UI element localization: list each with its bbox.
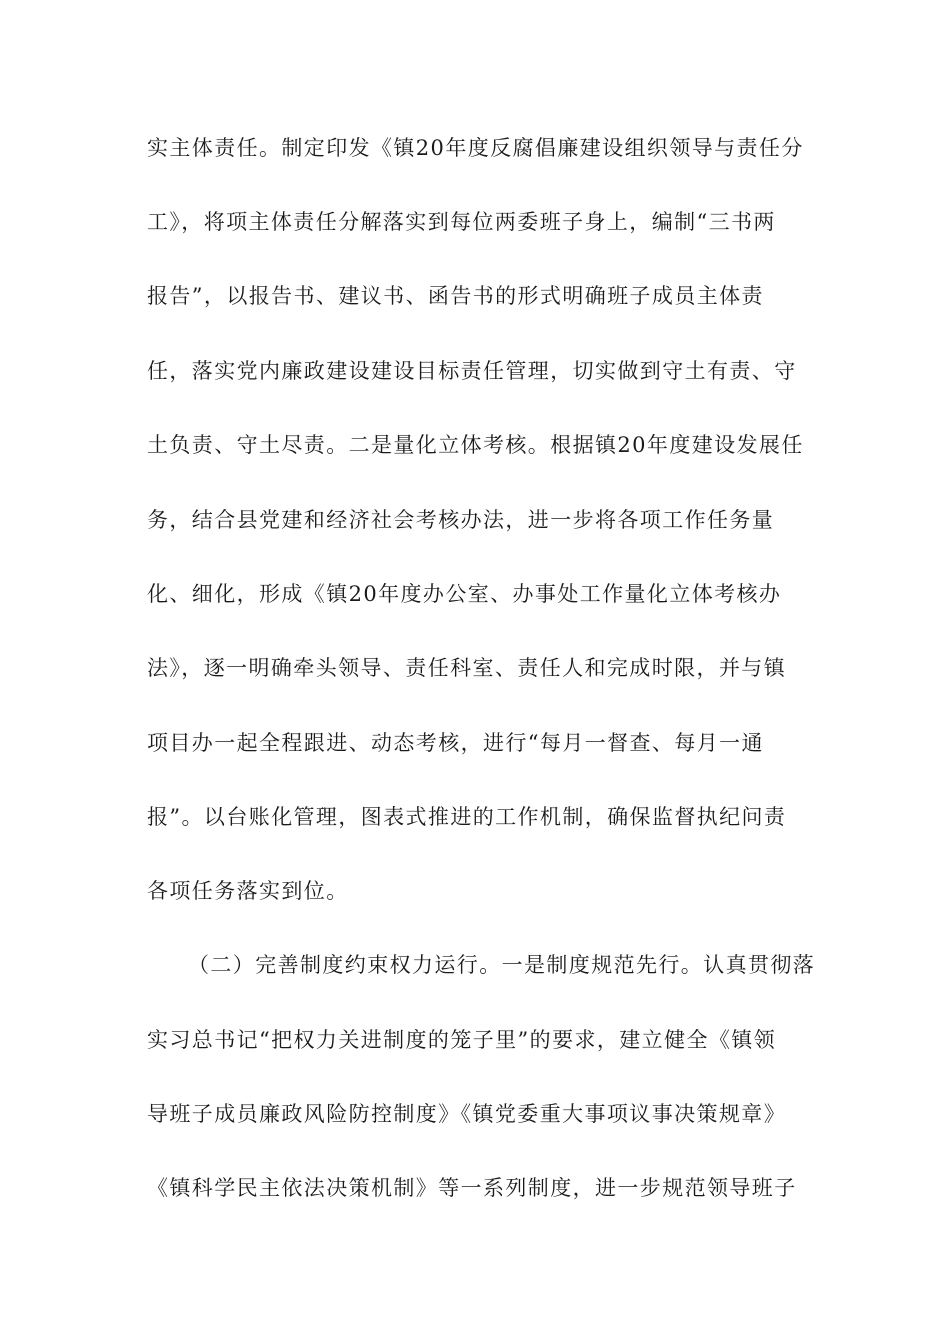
- text-line: 项目办一起全程跟进、动态考核，进行“每月一督查、每月一通: [147, 731, 764, 755]
- text-line: 《镇科学民主依法决策机制》等一系列制度，进一步规范领导班子: [147, 1176, 797, 1200]
- text-line: 实习总书记“把权力关进制度的笼子里”的要求，建立健全《镇领: [147, 1028, 777, 1052]
- text-line: 务，结合县党建和经济社会考核办法，进一步将各项工作任务量: [147, 508, 775, 532]
- text-line: 各项任务落实到位。: [147, 879, 349, 903]
- text-line: 任，落实党内廉政建设建设目标责任管理，切实做到守土有责、守: [147, 359, 797, 383]
- text-line: 工》，将项主体责任分解落实到每位两委班子身上，编制“三书两: [147, 210, 776, 234]
- text-line: 导班子成员廉政风险防控制度》《镇党委重大事项议事决策规章》: [147, 1102, 787, 1126]
- text-line: 法》，逐一明确牵头领导、责任科室、责任人和完成时限，并与镇: [147, 656, 787, 680]
- text-line: 实主体责任。制定印发《镇20年度反腐倡廉建设组织领导与责任分: [147, 136, 804, 160]
- text-line: 化、细化，形成《镇20年度办公室、办事处工作量化立体考核办: [147, 582, 782, 606]
- text-line: 报告”，以报告书、建议书、函告书的形式明确班子成员主体责: [147, 284, 764, 308]
- text-line: 报”。以台账化管理，图表式推进的工作机制，确保监督执纪问责: [147, 805, 787, 829]
- text-line: 土负责、守土尽责。二是量化立体考核。根据镇20年度建设发展任: [147, 433, 804, 457]
- section-heading-line: （二）完善制度约束权力运行。一是制度规范先行。认真贯彻落: [188, 953, 816, 977]
